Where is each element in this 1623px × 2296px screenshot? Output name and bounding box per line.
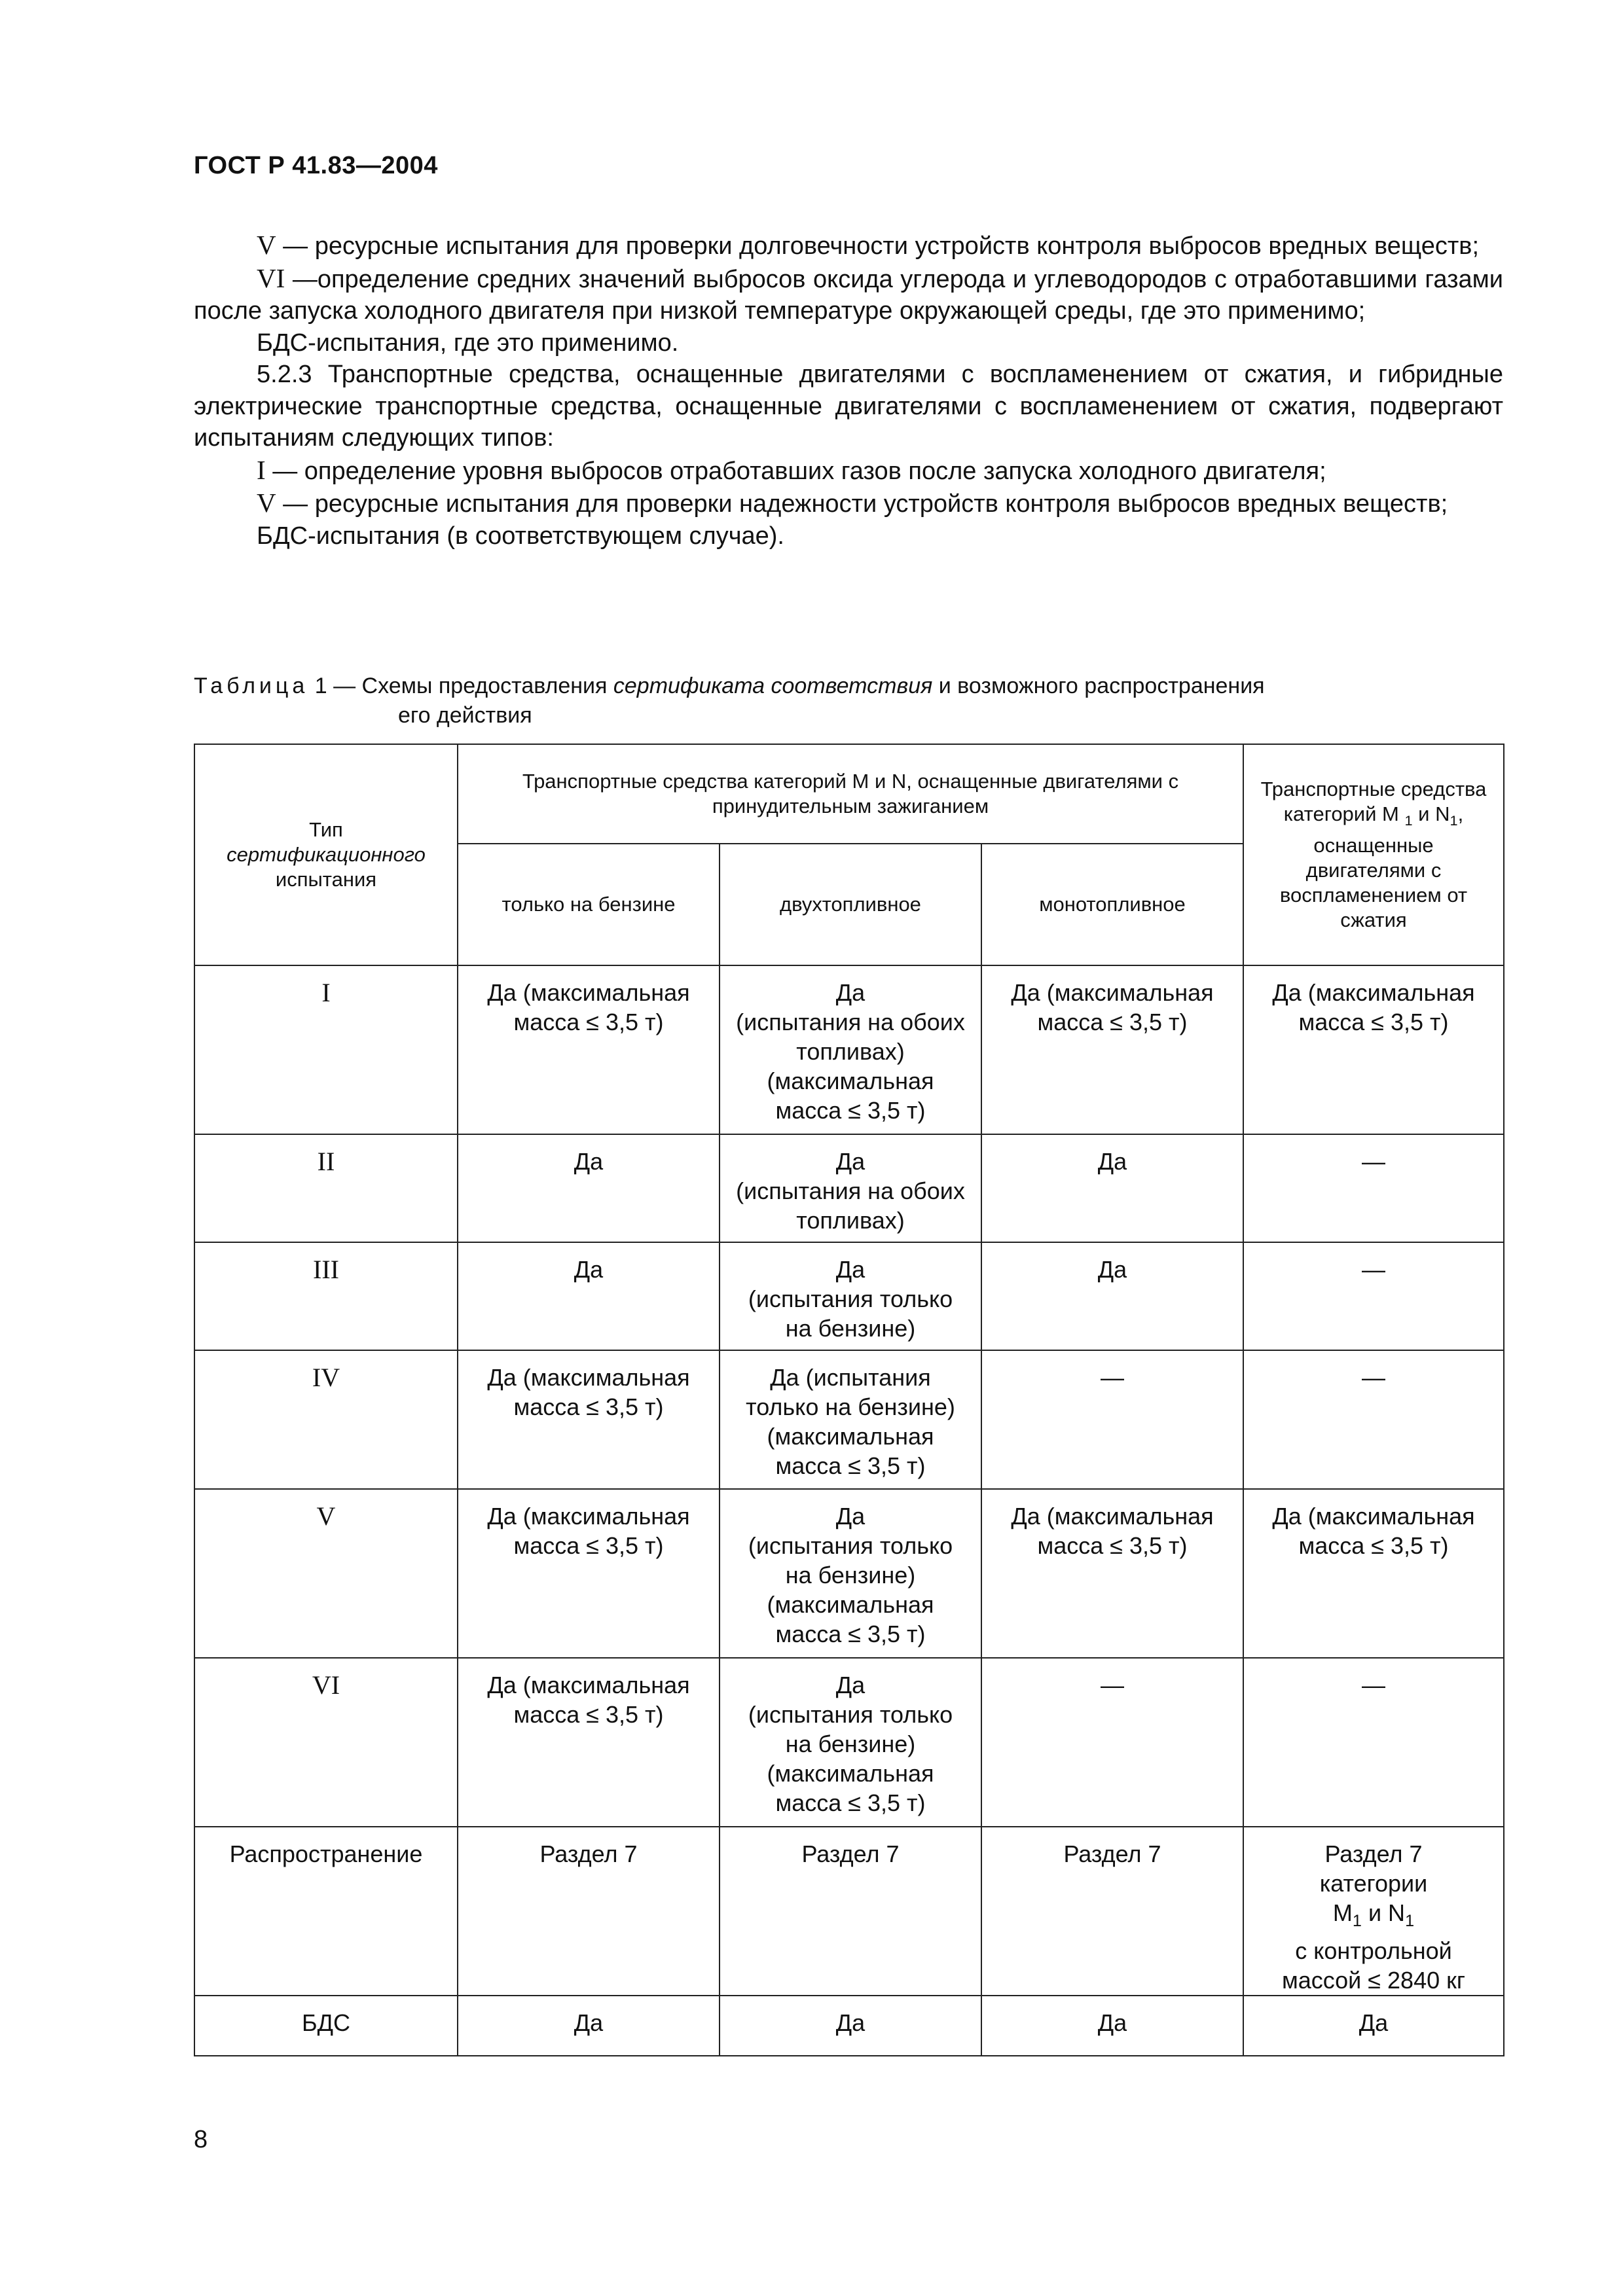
table-row xyxy=(194,1350,1504,1489)
bifuel-cell: Да xyxy=(720,1996,981,2056)
table-row xyxy=(194,965,1504,1134)
extension-ci-line: массой ≤ 2840 кг xyxy=(1281,1967,1466,1994)
header-ci-m-sub: 1 xyxy=(1404,812,1413,829)
test-type-cell: IV xyxy=(194,1350,458,1489)
table-row xyxy=(194,1658,1504,1827)
header-ci-n-sub: 1 xyxy=(1450,812,1458,829)
test-type-cell: V xyxy=(194,1489,458,1658)
table-caption xyxy=(194,672,1503,730)
test-type-cell: I xyxy=(194,965,458,1134)
compression-ignition-cell: — xyxy=(1243,1350,1504,1489)
document-header: ГОСТ Р 41.83—2004 xyxy=(194,152,438,179)
compression-ignition-cell: — xyxy=(1243,1242,1504,1350)
table-row xyxy=(194,1489,1504,1658)
monofuel-cell: Раздел 7 xyxy=(981,1827,1243,1996)
bifuel-cell: Да (испытания только на бензине) (максимальная масса ≤ 3,5 т) xyxy=(720,1350,981,1489)
roman-numeral: V xyxy=(257,488,276,518)
category-m-sub: 1 xyxy=(1352,1912,1362,1931)
bifuel-cell: Да (испытания только на бензине) (максимальная масса ≤ 3,5 т) xyxy=(720,1489,981,1658)
header-gasoline-only: только на бензине xyxy=(458,844,720,965)
test-type-cell: III xyxy=(194,1242,458,1350)
gasoline-cell: Да (максимальная масса ≤ 3,5 т) xyxy=(458,1658,720,1827)
compression-ignition-cell: — xyxy=(1243,1658,1504,1827)
gasoline-cell: Раздел 7 xyxy=(458,1827,720,1996)
paragraph-text: — ресурсные испытания для проверки долговечности устройств контроля выбросов вредных веществ; xyxy=(276,232,1480,260)
caption-line-2: его действия xyxy=(398,703,532,728)
extension-ci-line: Раздел 7 xyxy=(1324,1840,1423,1867)
roman-numeral: I xyxy=(257,454,266,485)
paragraph-test-v xyxy=(194,229,1503,262)
extension-ci-line: с контрольной xyxy=(1295,1937,1452,1965)
header-positive-ignition: Транспортные средства категорий M и N, оснащенные двигателями с принудительным зажиганием xyxy=(458,744,1243,844)
header-compression-ignition xyxy=(1243,744,1504,965)
bifuel-cell: Раздел 7 xyxy=(720,1827,981,1996)
monofuel-cell: Да xyxy=(981,1996,1243,2056)
gasoline-cell: Да xyxy=(458,1996,720,2056)
caption-rest: и возможного распространения xyxy=(932,673,1265,698)
paragraph-test-vi xyxy=(194,262,1503,327)
compression-ignition-cell: Да (максимальная масса ≤ 3,5 т) xyxy=(1243,965,1504,1134)
bifuel-cell: Да (испытания на обоих топливах) (максимальная масса ≤ 3,5 т) xyxy=(720,965,981,1134)
roman-numeral: V xyxy=(257,230,276,260)
paragraph-5-2-3: 5.2.3 Транспортные средства, оснащенные двигателями с воспламенением от сжатия, и гибридные электрические транспортные средства, оснащенные двигателями с воспламенением от сжатия, подвергают испытаниям следующих типов: xyxy=(194,361,1503,452)
test-type-cell: VI xyxy=(194,1658,458,1827)
category-m: M xyxy=(1332,1899,1353,1926)
monofuel-cell: Да (максимальная масса ≤ 3,5 т) xyxy=(981,965,1243,1134)
gasoline-cell: Да (максимальная масса ≤ 3,5 т) xyxy=(458,1489,720,1658)
paragraph-obd: БДС-испытания, где это применимо. xyxy=(257,329,679,357)
gasoline-cell: Да xyxy=(458,1242,720,1350)
gasoline-cell: Да xyxy=(458,1134,720,1242)
monofuel-cell: — xyxy=(981,1350,1243,1489)
monofuel-cell: — xyxy=(981,1658,1243,1827)
header-ci-text-b: , оснащенные двигателями с воспламенением от сжатия xyxy=(1279,802,1468,932)
header-monofuel: монотопливное xyxy=(981,844,1243,965)
category-and: и N xyxy=(1361,1899,1406,1926)
gasoline-cell: Да (максимальная масса ≤ 3,5 т) xyxy=(458,965,720,1134)
paragraph-test-i xyxy=(194,454,1503,488)
caption-label: Таблица xyxy=(194,673,309,698)
paragraph-test-v-ci xyxy=(194,487,1503,520)
obd-label-cell: БДС xyxy=(194,1996,458,2056)
bifuel-cell: Да (испытания только на бензине) xyxy=(720,1242,981,1350)
table-row xyxy=(194,1134,1504,1242)
header-test-type xyxy=(194,744,458,965)
paragraph-text: — ресурсные испытания для проверки надежности устройств контроля выбросов вредных веществ; xyxy=(276,490,1448,518)
paragraph-obd-ci: БДС-испытания (в соответствующем случае). xyxy=(257,522,784,550)
header-bifuel: двухтопливное xyxy=(720,844,981,965)
extension-ci-categories xyxy=(1250,1898,1497,1936)
compression-ignition-cell xyxy=(1243,1827,1504,1996)
bifuel-cell: Да (испытания на обоих топливах) xyxy=(720,1134,981,1242)
table-row xyxy=(194,1242,1504,1350)
compression-ignition-cell: Да xyxy=(1243,1996,1504,2056)
header-type-prefix: Тип xyxy=(309,818,343,841)
monofuel-cell: Да (максимальная масса ≤ 3,5 т) xyxy=(981,1489,1243,1658)
monofuel-cell: Да xyxy=(981,1134,1243,1242)
table-header-row xyxy=(194,744,1504,844)
test-type-cell: II xyxy=(194,1134,458,1242)
caption-line-1 xyxy=(194,672,1503,701)
page-number: 8 xyxy=(194,2126,208,2153)
extension-row xyxy=(194,1827,1504,1996)
caption-italic: сертификата соответствия xyxy=(613,673,933,698)
caption-number: 1 — Схемы предоставления xyxy=(308,673,613,698)
paragraph-text: —определение средних значений выбросов оксида углерода и углеводородов с отработавшими газами после запуска холодного двигателя при низкой температуре окружающей среды, где это применимо; xyxy=(194,265,1503,325)
monofuel-cell: Да xyxy=(981,1242,1243,1350)
extension-ci-line: категории xyxy=(1319,1870,1428,1897)
header-ci-text: Транспортные средства категорий M xyxy=(1260,777,1487,825)
certification-table xyxy=(194,744,1504,2056)
obd-row xyxy=(194,1996,1504,2056)
bifuel-cell: Да (испытания только на бензине) (максимальная масса ≤ 3,5 т) xyxy=(720,1658,981,1827)
paragraph-text: — определение уровня выбросов отработавших газов после запуска холодного двигателя; xyxy=(265,457,1326,485)
body-text xyxy=(194,229,1503,552)
roman-numeral: VI xyxy=(257,262,285,293)
compression-ignition-cell: Да (максимальная масса ≤ 3,5 т) xyxy=(1243,1489,1504,1658)
compression-ignition-cell: — xyxy=(1243,1134,1504,1242)
header-type-suffix: испытания xyxy=(275,868,377,891)
gasoline-cell: Да (максимальная масса ≤ 3,5 т) xyxy=(458,1350,720,1489)
header-type-italic: сертификационного xyxy=(227,843,426,866)
header-ci-and: и N xyxy=(1412,802,1450,825)
extension-label-cell: Распространение xyxy=(194,1827,458,1996)
category-n-sub: 1 xyxy=(1405,1912,1415,1931)
